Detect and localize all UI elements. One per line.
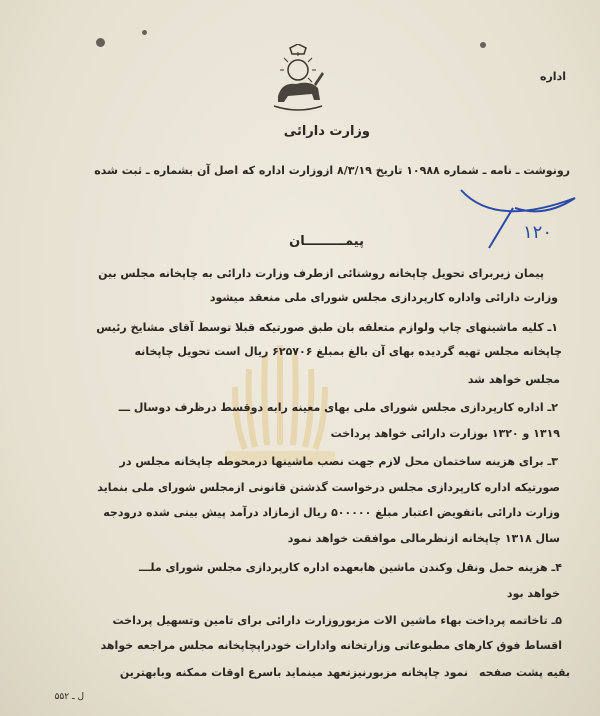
reference-line: رونوشت ـ نامه ـ شماره ۱۰۹۸۸ تاریخ ۸/۳/۱۹ ازوزارت اداره که اصل آن بشماره ـ ثبت شده: [94, 164, 570, 177]
binding-hole-right: [480, 42, 486, 48]
paragraph-line: ۱ـ کلیه ماشینهای چاپ ولوازم متعلقه بان طبق صورتیکه قبلا توسط آقای مشایخ رئیس: [96, 321, 558, 334]
paragraph-line: ۱۳۱۹ و ۱۳۲۰ بوزارت دارائی خواهد پرداخت: [330, 427, 560, 440]
paragraph-line: خواهد بود: [506, 587, 560, 600]
paragraph-line: ۵ـ تاخاتمه پرداخت بهاء ماشین الات مزبوروزارت دارائی برای تامین وتسهیل پرداخت: [112, 614, 562, 627]
binding-hole-top: [96, 38, 105, 47]
paragraph-line: چاپخانه مجلس تهیه گردیده بهای آن بالغ بمبلغ ۶۲۵۷۰۶ ریال است تحویل چاپخانه: [134, 345, 562, 358]
ministry-title: وزارت دارائی: [283, 124, 370, 139]
paragraph-line: نمود چاپخانه مزبورنیزتعهد مینماید باسرع اوقات ممکنه وبابهترین: [119, 666, 468, 679]
lion-and-sun-emblem-icon: [266, 44, 330, 114]
document-title: پیمـــــــــان: [289, 234, 364, 249]
paragraph-line: ۲ـ اداره کارپردازی مجلس شورای ملی بهای معینه رابه دوقسط درظرف دوسال ـــ: [118, 401, 558, 414]
office-label: اداره: [539, 70, 566, 83]
paragraph-line: سال ۱۳۱۸ چاپخانه ازنظرمالی موافقت خواهد نمود: [287, 532, 560, 545]
footer-code: ل ـ ۵۵۲: [54, 692, 84, 702]
continued-note: بقیه پشت صفحه: [479, 666, 570, 679]
paragraph-line: مجلس خواهد شد: [467, 373, 560, 386]
paragraph-line: پیمان زیربرای تحویل چاپخانه روشنائی ازطرف وزارت دارائی به چاپخانه مجلس بین: [98, 267, 544, 280]
paragraph-line: ۳ـ برای هزینه ساختمان محل لازم جهت نصب ماشینها درمحوطه چاپخانه مجلس در: [119, 455, 558, 468]
paragraph-line: اقساط فوق کارهای مطبوعاتی وزارتخانه وادارات خودراپچاپخانه مجلس مراجعه خواهد: [100, 639, 562, 652]
paragraph-line: وزارت دارائی واداره کارپردازی مجلس شورای ملی منعقد میشود: [209, 291, 558, 304]
handwritten-number: ۱۲۰: [522, 222, 552, 243]
paragraph-line: صورتیکه اداره کارپردازی مجلس درخواست گذشتن قانونی ازمجلس شورای ملی بنماید: [97, 481, 560, 494]
paragraph-line: وزارت دارائی باتفویض اعتبار مبلغ ۵۰۰۰۰۰ ریال ازمازاد درآمد پیش بینی شده درودجه: [103, 506, 560, 519]
paragraph-line: ۴ـ هزینه حمل ونقل وکندن ماشین هابعهده اداره کارپردازی مجلس شورای ملـــ: [139, 561, 562, 574]
binding-hole-mid: [142, 30, 147, 35]
